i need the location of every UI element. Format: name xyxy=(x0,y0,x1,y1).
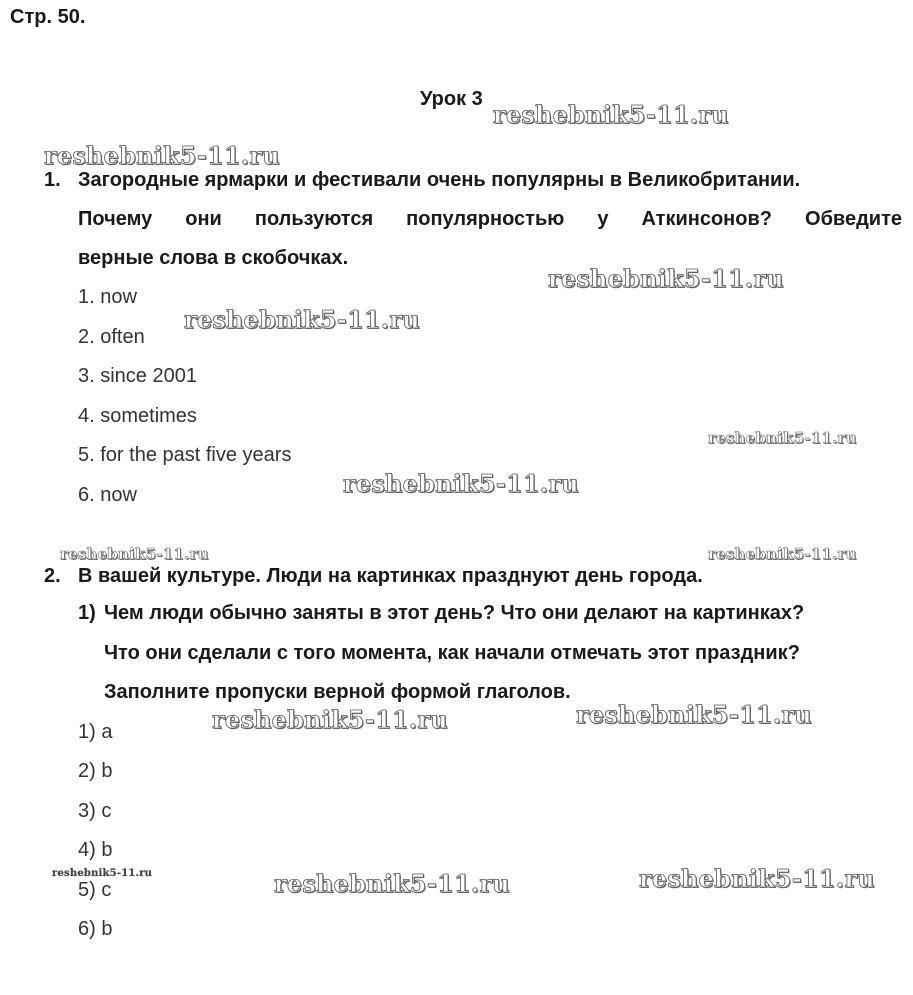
task1-answer-4: 4. sometimes xyxy=(78,405,197,427)
task2-answer-1: 1) a xyxy=(78,721,113,743)
task2-heading: В вашей культуре. Люди на картинках празднуют день города. xyxy=(78,565,703,587)
watermark: reshebnik5-11.ru xyxy=(52,868,153,879)
watermark: reshebnik5-11.ru xyxy=(212,705,448,734)
task2-answer-4: 4) b xyxy=(78,839,113,861)
task1-answer-1: 1. now xyxy=(78,286,137,308)
task1-line-2: Почему они пользуются популярностью у Аткинсонов? Обведите xyxy=(78,208,902,230)
watermark: reshebnik5-11.ru xyxy=(493,100,729,129)
task2-answer-3: 3) c xyxy=(78,800,112,822)
watermark: reshebnik5-11.ru xyxy=(44,141,280,170)
task1-line-3: верные слова в скобочках. xyxy=(78,247,349,269)
task1-line-1: Загородные ярмарки и фестивали очень популярны в Великобритании. xyxy=(78,169,801,191)
task2-sub-line-3: Заполните пропуски верной формой глаголов. xyxy=(104,681,571,703)
task1-answer-5: 5. for the past five years xyxy=(78,444,292,466)
task1-answer-6: 6. now xyxy=(78,484,137,506)
task2-sub-line-2: Что они сделали с того момента, как начали отмечать этот праздник? xyxy=(104,642,800,664)
task2-answer-2: 2) b xyxy=(78,760,113,782)
task2-answer-6: 6) b xyxy=(78,918,113,940)
watermark: reshebnik5-11.ru xyxy=(708,545,857,563)
task1-answer-3: 3. since 2001 xyxy=(78,365,197,387)
task1-number: 1. xyxy=(44,169,61,191)
watermark: reshebnik5-11.ru xyxy=(184,305,420,334)
watermark: reshebnik5-11.ru xyxy=(274,869,510,898)
watermark: reshebnik5-11.ru xyxy=(548,264,784,293)
task2-answer-5: 5) c xyxy=(78,879,112,901)
watermark: reshebnik5-11.ru xyxy=(639,864,875,893)
watermark: reshebnik5-11.ru xyxy=(708,429,857,447)
task2-sub-number: 1) xyxy=(78,602,96,624)
watermark: reshebnik5-11.ru xyxy=(343,469,579,498)
watermark: reshebnik5-11.ru xyxy=(576,700,812,729)
watermark: reshebnik5-11.ru xyxy=(60,545,209,563)
task2-number: 2. xyxy=(44,565,61,587)
page-label: Стр. 50. xyxy=(10,6,86,28)
task1-answer-2: 2. often xyxy=(78,326,145,348)
lesson-title: Урок 3 xyxy=(420,88,483,110)
task2-sub-line-1: Чем люди обычно заняты в этот день? Что они делают на картинках? xyxy=(104,602,805,624)
